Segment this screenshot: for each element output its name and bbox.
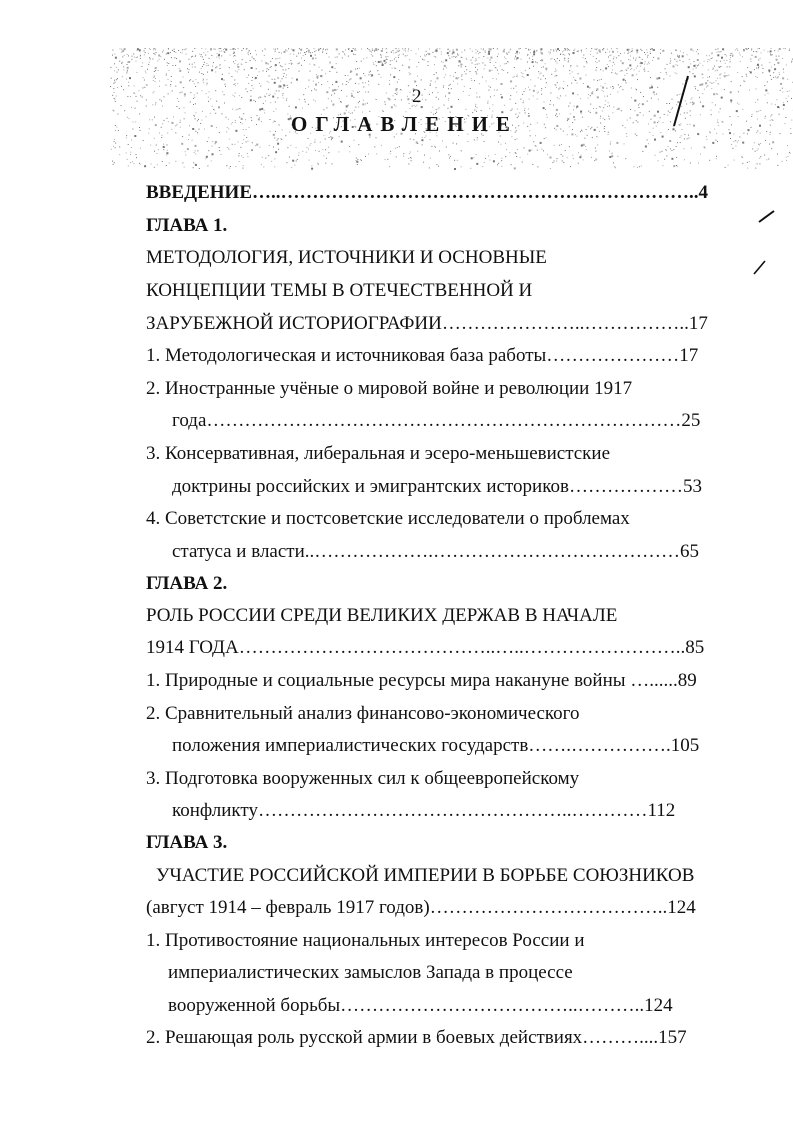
pen-tick-mark-2 — [752, 258, 768, 276]
chapter-3-label: ГЛАВА 3. — [146, 832, 228, 853]
chapter-3-title-line-2: (август 1914 – февраль 1917 годов)………………………………..124 — [146, 897, 696, 918]
chapter-1-item-3-line-2: доктрины российских и эмигрантских историков………………53 — [172, 476, 702, 497]
chapter-1-item-2-line-2: года…………………………………………………………………25 — [172, 410, 701, 431]
page-title: ОГЛАВЛЕНИЕ — [291, 112, 518, 136]
chapter-2-label: ГЛАВА 2. — [146, 573, 228, 594]
chapter-1-item-2-line-1: 2. Иностранные учёные о мировой войне и революции 1917 — [146, 378, 633, 399]
chapter-1-title-line-2: КОНЦЕПЦИИ ТЕМЫ В ОТЕЧЕСТВЕННОЙ И — [146, 280, 533, 301]
chapter-2-item-1: 1. Природные и социальные ресурсы мира накануне войны …......89 — [146, 670, 697, 691]
chapter-1-item-4-line-1: 4. Советстские и постсоветские исследователи о проблемах — [146, 508, 630, 529]
chapter-3-item-1-line-2: империалистических замыслов Запада в процессе — [168, 962, 573, 983]
page-number: 2 — [412, 86, 422, 107]
chapter-2-title-line-2: 1914 ГОДА…………………………………..…..……………………..85 — [146, 637, 705, 658]
chapter-3-title-line-1: УЧАСТИЕ РОССИЙСКОЙ ИМПЕРИИ В БОРЬБЕ СОЮЗНИКОВ — [156, 865, 695, 886]
chapter-1-item-3-line-1: 3. Консервативная, либеральная и эсеро-меньшевистские — [146, 443, 610, 464]
chapter-1-item-1: 1. Методологическая и источниковая база работы…………………17 — [146, 345, 699, 366]
chapter-2-item-2-line-1: 2. Сравнительный анализ финансово-экономического — [146, 703, 580, 724]
chapter-3-item-1-line-3: вооруженной борьбы………………………………..………..124 — [168, 995, 673, 1016]
pen-tick-mark-1 — [757, 208, 777, 224]
chapter-1-item-4-line-2: статуса и власти..……………….…………………………………65 — [172, 541, 700, 562]
chapter-2-title-line-1: РОЛЬ РОССИИ СРЕДИ ВЕЛИКИХ ДЕРЖАВ В НАЧАЛЕ — [146, 605, 618, 626]
chapter-2-item-3-line-2: конфликту…………………………………………..…………112 — [172, 800, 676, 821]
chapter-1-title-line-3: ЗАРУБЕЖНОЙ ИСТОРИОГРАФИИ…………………..……………..17 — [146, 313, 708, 334]
chapter-3-item-1-line-1: 1. Противостояние национальных интересов России и — [146, 930, 585, 951]
chapter-2-item-3-line-1: 3. Подготовка вооруженных сил к общеевропейскому — [146, 768, 580, 789]
chapter-2-item-2-line-2: положения империалистических государств…….…………….105 — [172, 735, 700, 756]
chapter-1-label: ГЛАВА 1. — [146, 215, 228, 236]
chapter-3-item-2: 2. Решающая роль русской армии в боевых действиях………....157 — [146, 1027, 687, 1048]
toc-intro: ВВЕДЕНИЕ…..…………………………………………..……………..4 — [146, 182, 708, 203]
chapter-1-title-line-1: МЕТОДОЛОГИЯ, ИСТОЧНИКИ И ОСНОВНЫЕ — [146, 247, 547, 268]
